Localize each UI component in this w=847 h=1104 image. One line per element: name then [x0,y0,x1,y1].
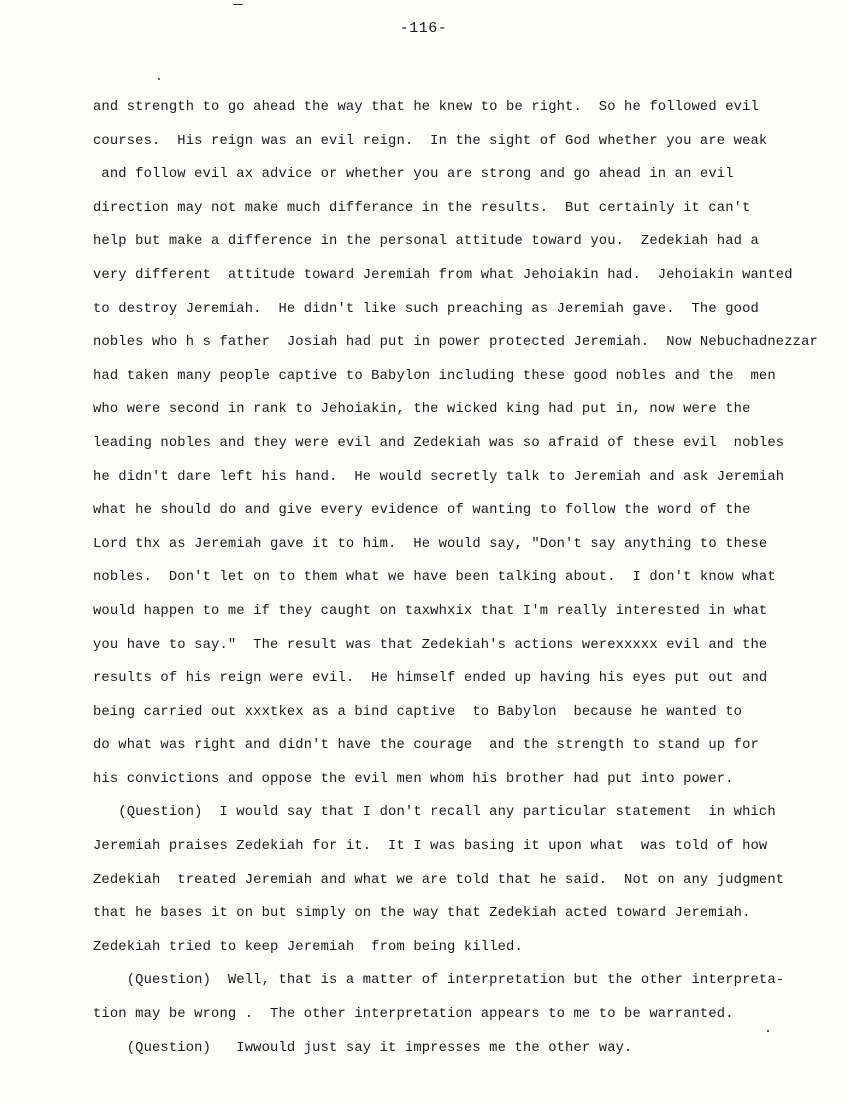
scan-speck [233,4,243,5]
text-line: Zedekiah treated Jeremiah and what we are told that he said. Not on any judgment [93,872,785,888]
text-line: direction may not make much differance in the results. But certainly it can't [93,200,751,216]
scan-speck [158,78,160,80]
text-line: results of his reign were evil. He himself ended up having his eyes put out and [93,671,768,687]
question-paragraph-line: (Question) I would say that I don't recall any particular statement in which [93,805,776,821]
text-line: his convictions and oppose the evil men whom his brother had put into power. [93,771,734,787]
text-line: he didn't dare left his hand. He would secretly talk to Jeremiah and ask Jeremiah [93,469,785,485]
text-line: do what was right and didn't have the courage and the strength to stand up for [93,738,759,754]
text-line: Jeremiah praises Zedekiah for it. It I was basing it upon what was told of how [93,839,768,855]
text-line: what he should do and give every evidence of wanting to follow the word of the [93,503,751,519]
question-paragraph-line: (Question) Well, that is a matter of interpretation but the other interpreta- [93,973,785,989]
text-line: Lord thx as Jeremiah gave it to him. He would say, "Don't say anything to these [93,536,768,552]
text-line: help but make a difference in the personal attitude toward you. Zedekiah had a [93,234,759,250]
text-line: very different attitude toward Jeremiah from what Jehoiakin had. Jehoiakin wanted [93,267,793,283]
text-line: would happen to me if they caught on taxwhxix that I'm really interested in what [93,603,768,619]
text-line: Zedekiah tried to keep Jeremiah from being killed. [93,939,523,955]
text-line: and strength to go ahead the way that he knew to be right. So he followed evil [93,100,759,115]
text-line: to destroy Jeremiah. He didn't like such preaching as Jeremiah gave. The good [93,301,759,317]
page-number: -116- [399,20,448,37]
text-line: who were second in rank to Jehoiakin, the wicked king had put in, now were the [93,402,751,418]
text-line: courses. His reign was an evil reign. In the sight of God whether you are weak [93,133,768,149]
body-text [93,91,828,1065]
text-line: nobles. Don't let on to them what we have been talking about. I don't know what [93,570,776,586]
text-line: leading nobles and they were evil and Zedekiah was so afraid of these evil nobles [93,435,785,451]
text-line: nobles who h s father Josiah had put in power protected Jeremiah. Now Nebuchadnezzar [93,335,818,351]
text-line: had taken many people captive to Babylon including these good nobles and the men [93,368,776,384]
text-line: and follow evil ax advice or whether you are strong and go ahead in an evil [93,167,734,183]
text-line: being carried out xxxtkex as a bind captive to Babylon because he wanted to [93,704,743,720]
question-paragraph-line: (Question) Iwwould just say it impresses me the other way. [93,1040,633,1056]
text-line: tion may be wrong . The other interpretation appears to me to be warranted. [93,1007,734,1023]
text-line: that he bases it on but simply on the way that Zedekiah acted toward Jeremiah. [93,906,751,922]
text-line: you have to say." The result was that Zedekiah's actions werexxxxx evil and the [93,637,768,653]
